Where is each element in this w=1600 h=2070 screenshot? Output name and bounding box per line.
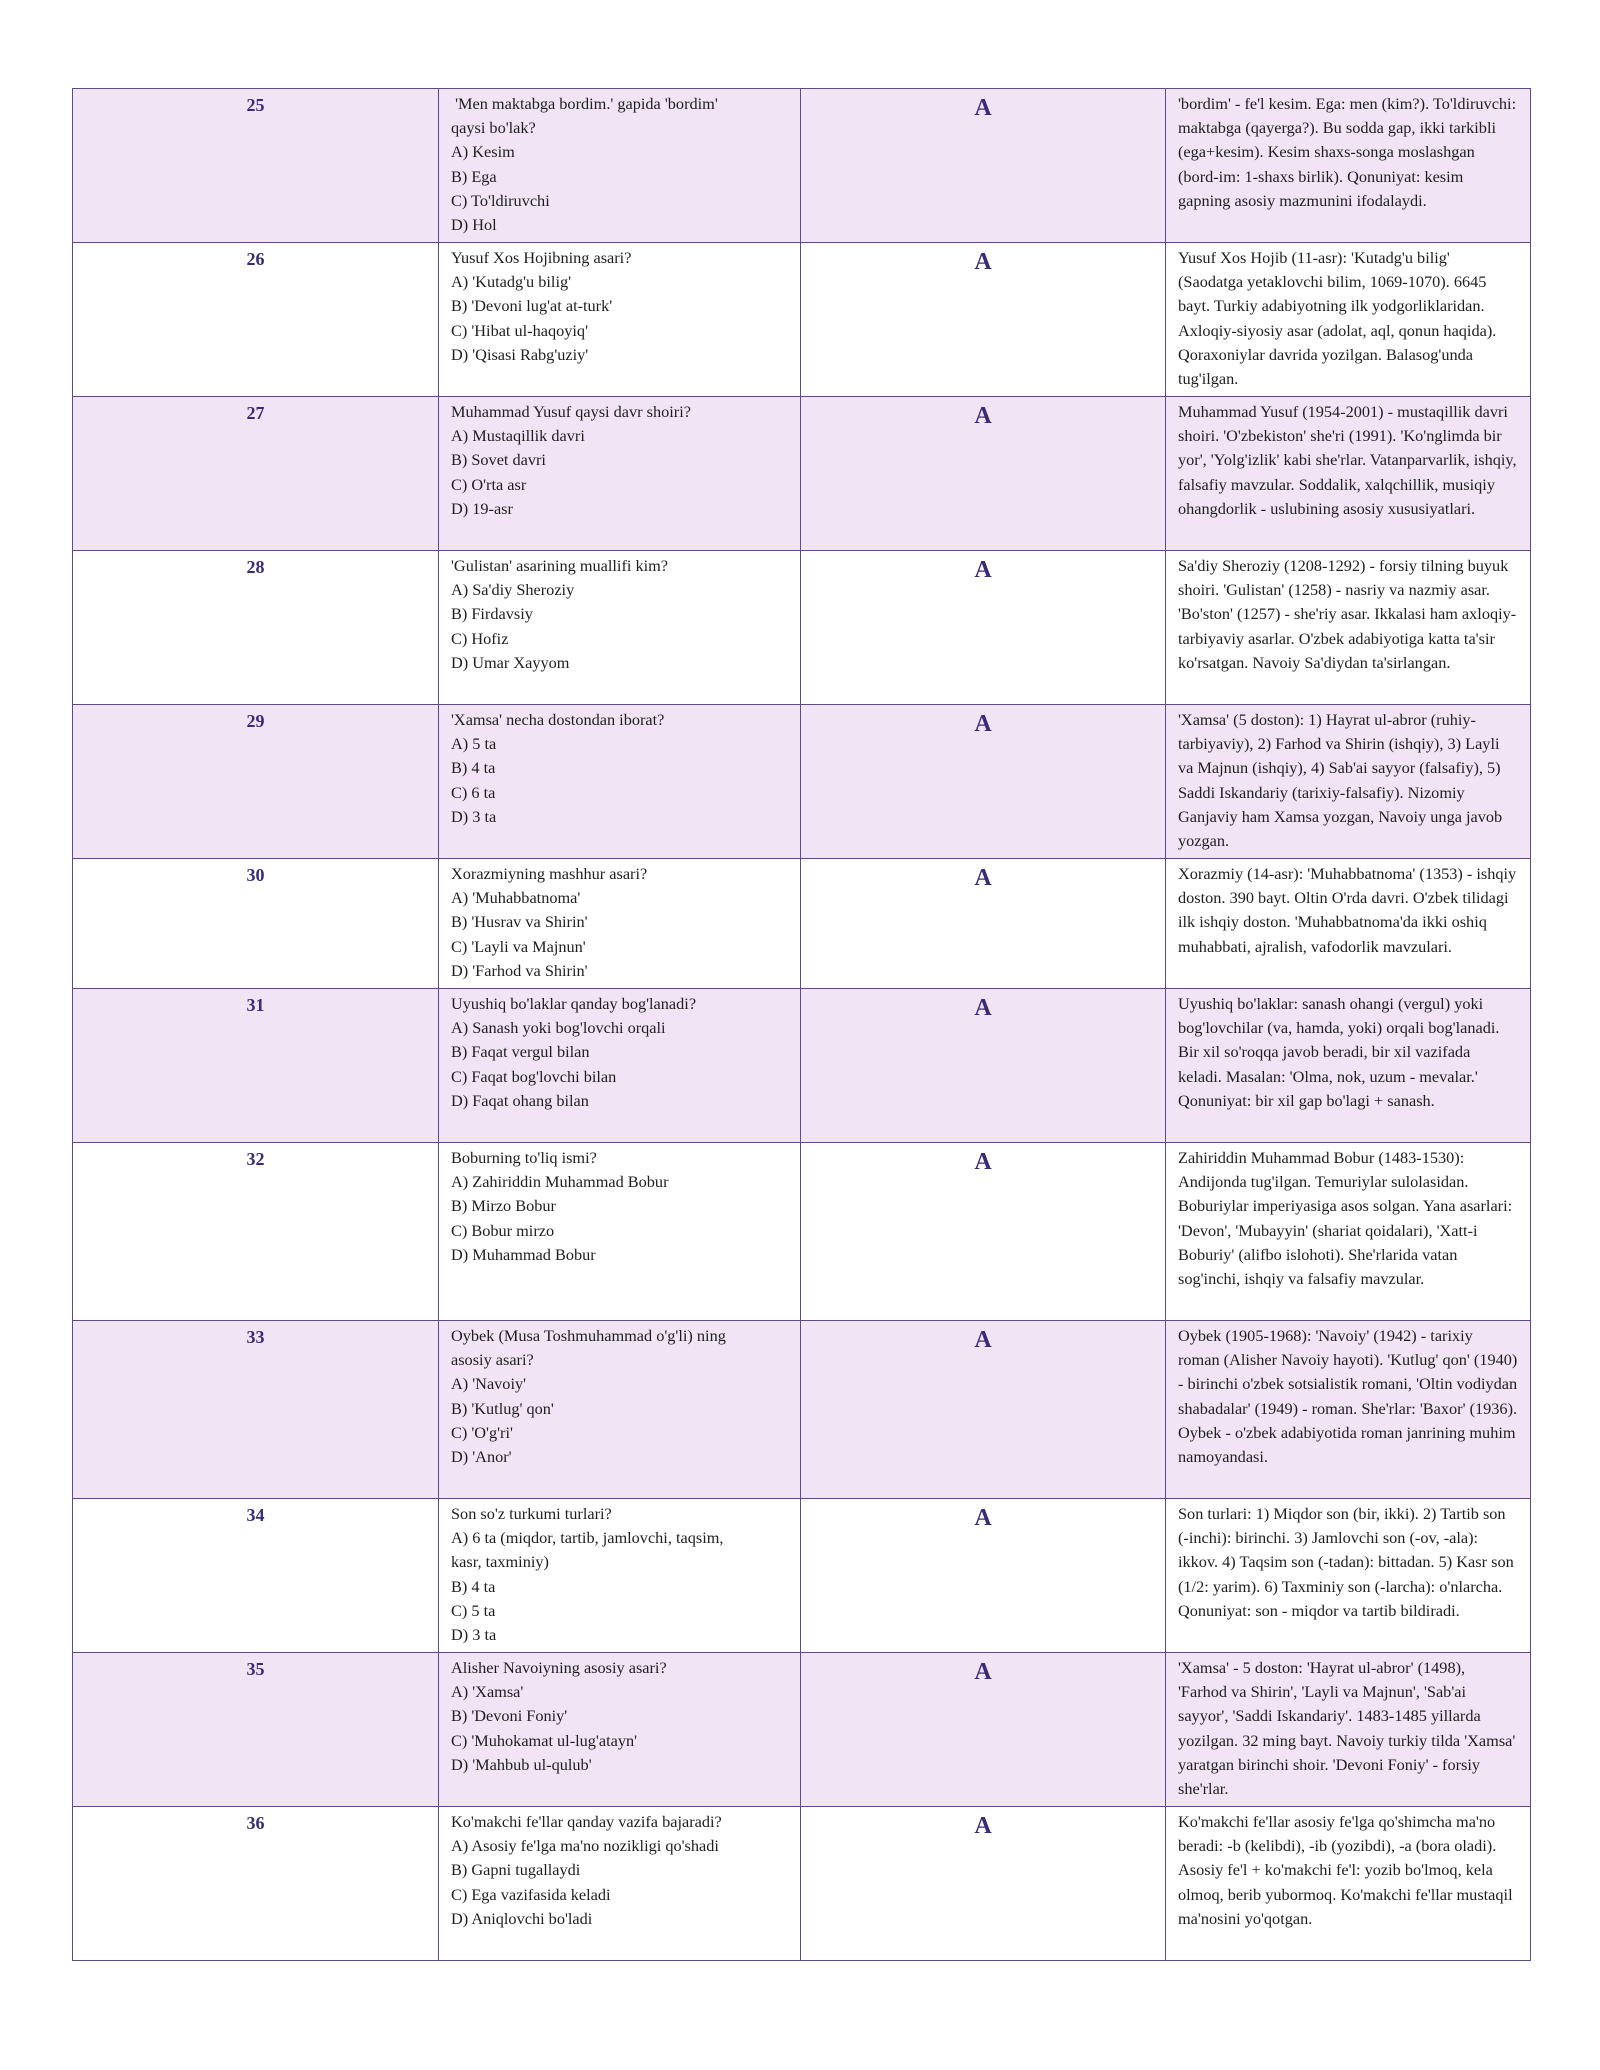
- question-line: B) Mirzo Bobur: [451, 1196, 556, 1216]
- quiz-table: [72, 88, 1531, 1961]
- question-line: A) Sa'diy Sheroziy: [451, 580, 575, 600]
- question-number: 32: [73, 1143, 439, 1321]
- answer-letter: A: [801, 705, 1166, 859]
- table-row: [73, 859, 1531, 989]
- question-line: C) Bobur mirzo: [451, 1220, 555, 1240]
- question-line: D) 'Farhod va Shirin': [451, 960, 588, 980]
- answer-letter: A: [801, 551, 1166, 705]
- question-line: A) 'Xamsa': [451, 1682, 524, 1702]
- question-line: B) 'Kutlug' qon': [451, 1398, 554, 1418]
- question-line: qaysi bo'lak?: [451, 118, 536, 138]
- explanation-text: Sa'diy Sheroziy (1208-1292) - forsiy tilning buyuk shoiri. 'Gulistan' (1258) - nasriy va nazmiy asar. 'Bo'ston' (1257) - she'riy asar. Ikkalasi ham axloqiy-tarbiyaviy asarlar. O'zbek adabiyotiga katta ta'sir ko'rsatgan. Navoiy Sa'diydan ta'sirlangan.: [1166, 551, 1531, 705]
- answer-letter: A: [801, 243, 1166, 397]
- explanation-text: Xorazmiy (14-asr): 'Muhabbatnoma' (1353) - ishqiy doston. 390 bayt. Oltin O'rda davri. O'zbek tilidagi ilk ishqiy doston. 'Muhabbatnoma'da ikki oshiq muhabbati, ajralish, vafodorlik mavzulari.: [1166, 859, 1531, 989]
- question-line: B) 'Devoni Foniy': [451, 1706, 568, 1726]
- question-line: B) Ega: [451, 166, 497, 186]
- explanation-text: Zahiriddin Muhammad Bobur (1483-1530): Andijonda tug'ilgan. Temuriylar sulolasidan. Boburiylar imperiyasiga asos solgan. Yana asarlari: 'Devon', 'Mubayyin' (shariat qoidalari), 'Xatt-i Boburiy' (alifbo islohoti). She'rlarida vatan sog'inchi, ishqiy va falsafiy mavzular.: [1166, 1143, 1531, 1321]
- answer-letter: A: [801, 1653, 1166, 1807]
- question-line: C) O'rta asr: [451, 474, 527, 494]
- question-text: Ko'makchi fe'llar qanday vazifa bajaradi?: [451, 1812, 722, 1831]
- answer-letter: A: [801, 1321, 1166, 1499]
- question-number: 29: [73, 705, 439, 859]
- explanation-text: 'Xamsa' - 5 doston: 'Hayrat ul-abror' (1498), 'Farhod va Shirin', 'Layli va Majnun', 'Sab'ai sayyor', 'Saddi Iskandariy'. 1483-1485 yillarda yozilgan. 32 ming bayt. Navoiy turkiy tilda 'Xamsa' yaratgan birinchi shoir. 'Devoni Foniy' - forsiy she'rlar.: [1166, 1653, 1531, 1807]
- question-cell: [439, 551, 801, 705]
- question-line: D) Faqat ohang bilan: [451, 1090, 589, 1110]
- explanation-text: Ko'makchi fe'llar asosiy fe'lga qo'shimcha ma'no beradi: -b (kelibdi), -ib (yozibdi), -a (bora oladi). Asosiy fe'l + ko'makchi fe'l: yozib bo'lmoq, kela olmoq, berib yubormoq. Ko'makchi fe'llar mustaqil ma'nosini yo'qotgan.: [1166, 1807, 1531, 1961]
- explanation-text: 'bordim' - fe'l kesim. Ega: men (kim?). To'ldiruvchi: maktabga (qayerga?). Bu sodda gap, ikki tarkibli (ega+kesim). Kesim shaxs-songa moslashgan (bord-im: 1-shaxs birlik). Qonuniyat: kesim gapning asosiy mazmunini ifodalaydi.: [1166, 89, 1531, 243]
- answer-letter: A: [801, 1807, 1166, 1961]
- question-text: Muhammad Yusuf qaysi davr shoiri?: [451, 402, 691, 421]
- table-row: [73, 551, 1531, 705]
- question-cell: [439, 705, 801, 859]
- question-line: D) Hol: [451, 215, 497, 235]
- question-line: D) 'Qisasi Rabg'uziy': [451, 344, 589, 364]
- answer-letter: A: [801, 89, 1166, 243]
- question-text: 'Xamsa' necha dostondan iborat?: [451, 710, 665, 729]
- question-line: D) Aniqlovchi bo'ladi: [451, 1908, 593, 1928]
- question-line: B) 4 ta: [451, 1576, 496, 1596]
- explanation-text: 'Xamsa' (5 doston): 1) Hayrat ul-abror (ruhiy-tarbiyaviy), 2) Farhod va Shirin (ishqiy), 3) Layli va Majnun (ishqiy), 4) Sab'ai sayyor (falsafiy), 5) Saddi Iskandariy (tarixiy-falsafiy). Nizomiy Ganjaviy ham Xamsa yozgan, Navoiy unga javob yozgan.: [1166, 705, 1531, 859]
- explanation-text: Muhammad Yusuf (1954-2001) - mustaqillik davri shoiri. 'O'zbekiston' she'ri (1991). 'Ko'nglimda bir yor', 'Yolg'izlik' kabi she'rlar. Vatanparvarlik, ishqiy, falsafiy mavzular. Soddalik, xalqchillik, musiqiy ohangdorlik - uslubining asosiy xususiyatlari.: [1166, 397, 1531, 551]
- question-cell: [439, 397, 801, 551]
- explanation-text: Oybek (1905-1968): 'Navoiy' (1942) - tarixiy roman (Alisher Navoiy hayoti). 'Kutlug' qon' (1940) - birinchi o'zbek sotsialistik romani, 'Oltin vodiydan shabadalar' (1949) - roman. She'rlar: 'Baxor' (1936). Oybek - o'zbek adabiyotida roman janrining muhim namoyandasi.: [1166, 1321, 1531, 1499]
- question-text: Son so'z turkumi turlari?: [451, 1504, 612, 1523]
- question-line: C) Faqat bog'lovchi bilan: [451, 1066, 617, 1086]
- question-text: Boburning to'liq ismi?: [451, 1148, 597, 1167]
- question-number: 25: [73, 89, 439, 243]
- question-text: Xorazmiyning mashhur asari?: [451, 864, 648, 883]
- question-cell: [439, 89, 801, 243]
- question-text: Alisher Navoiyning asosiy asari?: [451, 1658, 667, 1677]
- question-number: 30: [73, 859, 439, 989]
- question-cell: [439, 1143, 801, 1321]
- question-text: Yusuf Xos Hojibning asari?: [451, 248, 632, 267]
- question-number: 27: [73, 397, 439, 551]
- question-line: B) Sovet davri: [451, 450, 546, 470]
- answer-letter: A: [801, 1499, 1166, 1653]
- question-line: B) Gapni tugallaydi: [451, 1860, 581, 1880]
- question-line: D) 3 ta: [451, 1625, 497, 1645]
- table-row: [73, 89, 1531, 243]
- question-number: 28: [73, 551, 439, 705]
- question-line: B) Faqat vergul bilan: [451, 1042, 590, 1062]
- question-line: D) 19-asr: [451, 498, 513, 518]
- question-line: A) 6 ta (miqdor, tartib, jamlovchi, taqsim,: [451, 1528, 724, 1548]
- question-number: 33: [73, 1321, 439, 1499]
- table-row: [73, 705, 1531, 859]
- question-line: C) Ega vazifasida keladi: [451, 1884, 611, 1904]
- question-cell: [439, 1499, 801, 1653]
- question-line: C) 'Muhokamat ul-lug'atayn': [451, 1730, 638, 1750]
- question-text: 'Gulistan' asarining muallifi kim?: [451, 556, 669, 575]
- question-line: C) 'Hibat ul-haqoyiq': [451, 320, 588, 340]
- question-line: A) Mustaqillik davri: [451, 426, 585, 446]
- table-row: [73, 1807, 1531, 1961]
- table-row: [73, 1143, 1531, 1321]
- table-row: [73, 1321, 1531, 1499]
- question-line: A) Asosiy fe'lga ma'no nozikligi qo'shadi: [451, 1836, 719, 1856]
- answer-letter: A: [801, 397, 1166, 551]
- explanation-text: Son turlari: 1) Miqdor son (bir, ikki). 2) Tartib son (-inchi): birinchi. 3) Jamlovchi son (-ov, -ala): ikkov. 4) Taqsim son (-tadan): bittadan. 5) Kasr son (1/2: yarim). 6) Taxminiy son (-larcha): o'nlarcha. Qonuniyat: son - miqdor va tartib bildiradi.: [1166, 1499, 1531, 1653]
- question-number: 36: [73, 1807, 439, 1961]
- question-line: C) 'Layli va Majnun': [451, 936, 586, 956]
- question-line: A) Zahiriddin Muhammad Bobur: [451, 1172, 669, 1192]
- question-number: 35: [73, 1653, 439, 1807]
- question-line: D) Umar Xayyom: [451, 652, 570, 672]
- question-line: A) 'Muhabbatnoma': [451, 888, 581, 908]
- table-row: [73, 1499, 1531, 1653]
- question-line: C) To'ldiruvchi: [451, 190, 550, 210]
- question-cell: [439, 243, 801, 397]
- question-line: D) Muhammad Bobur: [451, 1244, 596, 1264]
- question-line: C) 'O'g'ri': [451, 1422, 513, 1442]
- question-line: B) 'Devoni lug'at at-turk': [451, 296, 613, 316]
- question-line: B) 4 ta: [451, 758, 496, 778]
- question-cell: [439, 989, 801, 1143]
- answer-letter: A: [801, 859, 1166, 989]
- explanation-text: Uyushiq bo'laklar: sanash ohangi (vergul) yoki bog'lovchilar (va, hamda, yoki) orqali bog'lanadi. Bir xil so'roqqa javob beradi, bir xil vazifada keladi. Masalan: 'Olma, nok, uzum - mevalar.' Qonuniyat: bir xil gap bo'lagi + sanash.: [1166, 989, 1531, 1143]
- question-line: C) 5 ta: [451, 1600, 496, 1620]
- question-line: D) 'Mahbub ul-qulub': [451, 1754, 592, 1774]
- question-line: B) 'Husrav va Shirin': [451, 912, 588, 932]
- question-cell: [439, 1653, 801, 1807]
- question-number: 34: [73, 1499, 439, 1653]
- question-line: B) Firdavsiy: [451, 604, 533, 624]
- question-text: Uyushiq bo'laklar qanday bog'lanadi?: [451, 994, 697, 1013]
- table-row: [73, 243, 1531, 397]
- question-line: A) 'Navoiy': [451, 1374, 527, 1394]
- question-line: asosiy asari?: [451, 1350, 534, 1370]
- question-text: 'Men maktabga bordim.' gapida 'bordim': [451, 94, 718, 113]
- question-line: C) 6 ta: [451, 782, 496, 802]
- question-cell: [439, 859, 801, 989]
- answer-letter: A: [801, 989, 1166, 1143]
- question-cell: [439, 1321, 801, 1499]
- question-number: 31: [73, 989, 439, 1143]
- answer-letter: A: [801, 1143, 1166, 1321]
- question-line: A) Sanash yoki bog'lovchi orqali: [451, 1018, 666, 1038]
- question-line: A) 'Kutadg'u bilig': [451, 272, 572, 292]
- table-row: [73, 989, 1531, 1143]
- question-text: Oybek (Musa Toshmuhammad o'g'li) ning: [451, 1326, 726, 1345]
- quiz-table-body: [73, 89, 1531, 1961]
- table-row: [73, 397, 1531, 551]
- question-line: D) 'Anor': [451, 1447, 512, 1467]
- question-line: C) Hofiz: [451, 628, 509, 648]
- question-line: kasr, taxminiy): [451, 1552, 549, 1572]
- question-line: D) 3 ta: [451, 806, 497, 826]
- question-line: A) 5 ta: [451, 734, 497, 754]
- question-number: 26: [73, 243, 439, 397]
- question-cell: [439, 1807, 801, 1961]
- table-row: [73, 1653, 1531, 1807]
- explanation-text: Yusuf Xos Hojib (11-asr): 'Kutadg'u bilig' (Saodatga yetaklovchi bilim, 1069-1070). 6645 bayt. Turkiy adabiyotning ilk yodgorliklaridan. Axloqiy-siyosiy asar (adolat, aql, qonun haqida). Qoraxoniylar davrida yozilgan. Balasog'unda tug'ilgan.: [1166, 243, 1531, 397]
- question-line: A) Kesim: [451, 142, 515, 162]
